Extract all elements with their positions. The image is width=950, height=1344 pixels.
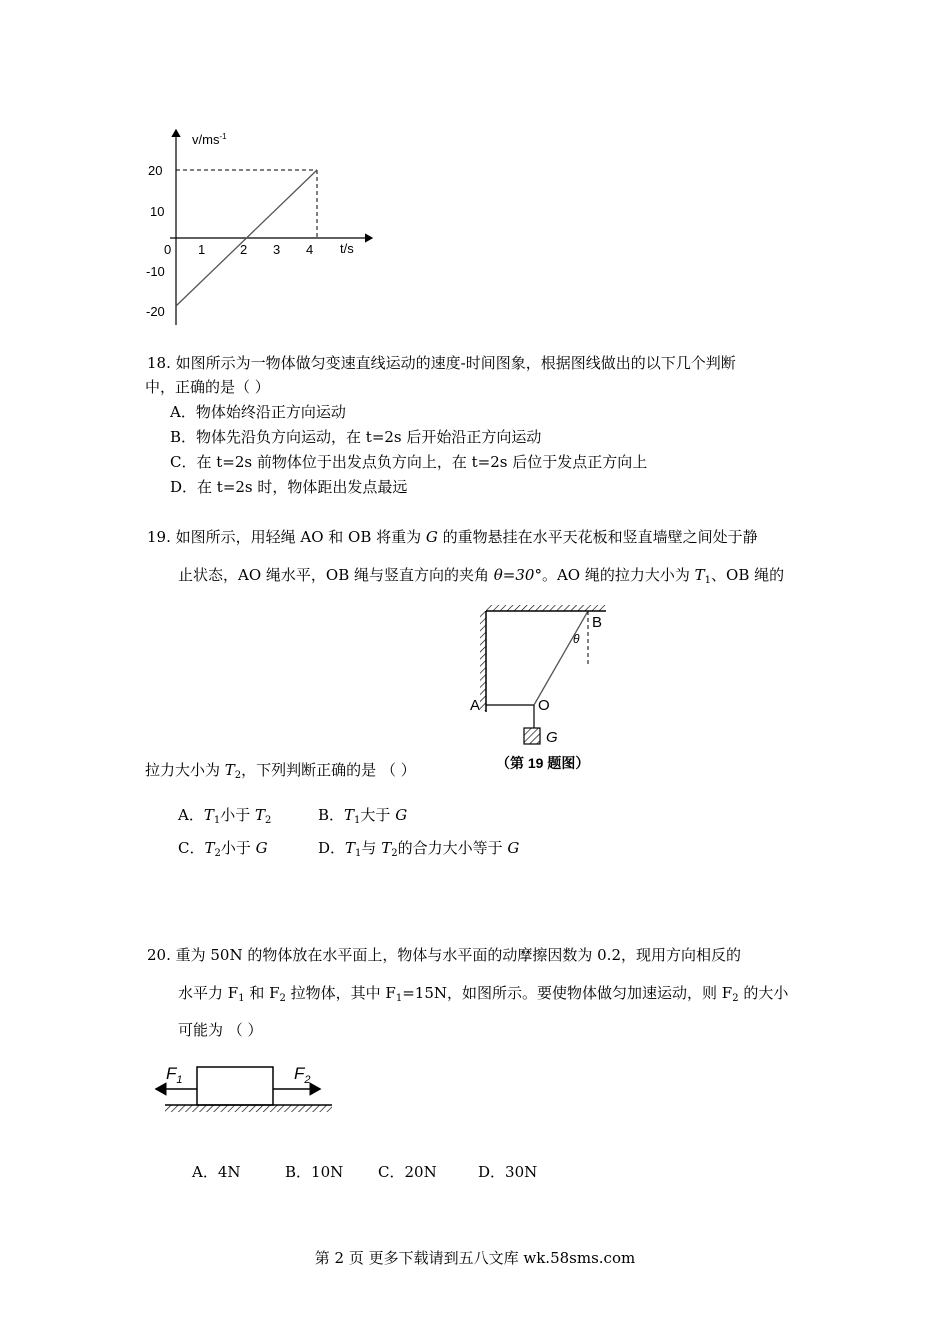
label-f2: $F_2$ xyxy=(294,1064,311,1086)
velocity-time-graph xyxy=(140,120,390,335)
q20-stem-line2: 水平力 $F_1$ 和 $F_2$ 拉物体，其中 $F_1=15N$，如图所示。要使物体做匀加速运动，则 $F_2$ 的大小 xyxy=(178,984,789,1004)
y-tick-20: 20 xyxy=(148,163,163,178)
q19-option-c: C．$T_2$小于 G xyxy=(178,839,268,859)
q19-stem-line1: 19. 如图所示，用轻绳 AO 和 OB 将重为 G 的重物悬挂在水平天花板和竖直墙壁之间处于静 xyxy=(147,528,758,546)
q18-option-b: B．物体先沿负方向运动，在 t=2s 后开始沿正方向运动 xyxy=(170,428,542,446)
q19-option-d: D．$T_1$与 $T_2$的合力大小等于 G xyxy=(318,839,520,859)
x-tick-3: 3 xyxy=(273,242,281,257)
q20-option-d: D．30N xyxy=(478,1163,538,1181)
weight-block xyxy=(524,728,540,744)
label-f1: $F_1$ xyxy=(166,1064,183,1086)
q20-option-c: C．20N xyxy=(378,1163,437,1181)
q19-figure xyxy=(468,600,628,785)
q18-stem-line2: 中，正确的是（ ） xyxy=(145,378,270,396)
q20-stem-line1: 20. 重为 50N 的物体放在水平面上，物体与水平面的动摩擦因数为 0.2，现用方向相反的 xyxy=(147,946,741,964)
q20-figure xyxy=(150,1055,340,1135)
y-tick-neg20: -20 xyxy=(146,304,165,319)
x-tick-2: 2 xyxy=(240,242,248,257)
q19-stem-line3: 拉力大小为 $T_2$，下列判断正确的是 （ ） xyxy=(145,761,416,781)
q18-option-c: C．在 t=2s 前物体位于出发点负方向上，在 t=2s 后位于发点正方向上 xyxy=(170,453,648,471)
label-o: O xyxy=(538,697,550,714)
label-b: B xyxy=(592,614,603,631)
ground-hatch xyxy=(165,1105,332,1112)
q18-option-d: D．在 t=2s 时，物体距出发点最远 xyxy=(170,478,408,496)
x-axis-label: t/s xyxy=(340,241,354,256)
label-g: G xyxy=(546,729,558,746)
q20-stem-line3: 可能为 （ ） xyxy=(178,1021,263,1039)
label-theta: θ xyxy=(573,632,580,646)
q20-option-a: A．4N xyxy=(192,1163,241,1181)
page-footer: 第 2 页 更多下载请到五八文库 wk.58sms.com xyxy=(314,1249,636,1267)
q20-option-b: B．10N xyxy=(285,1163,344,1181)
label-a: A xyxy=(470,697,481,714)
wall-hatch xyxy=(480,611,486,711)
q19-caption: （第 19 题图） xyxy=(496,755,590,771)
rope-ob xyxy=(534,611,588,705)
q19-stem-line2: 止状态，AO 绳水平，OB 绳与竖直方向的夹角 θ=30°。AO 绳的拉力大小为 $T_1$、OB 绳的 xyxy=(178,566,785,586)
y-axis-label: $v/ms^{-1}$ xyxy=(192,132,227,147)
x-tick-0: 0 xyxy=(164,242,172,257)
q19-option-a: A．$T_1$小于 $T_2$ xyxy=(178,806,272,826)
q18-option-a: A．物体始终沿正方向运动 xyxy=(170,403,346,421)
box xyxy=(197,1067,273,1105)
x-tick-1: 1 xyxy=(198,242,206,257)
y-tick-neg10: -10 xyxy=(146,264,165,279)
q19-option-b: B．$T_1$大于 G xyxy=(318,806,408,826)
x-tick-4: 4 xyxy=(306,242,314,257)
y-tick-10: 10 xyxy=(150,204,165,219)
q18-stem-line1: 18. 如图所示为一物体做匀变速直线运动的速度-时间图象，根据图线做出的以下几个判断 xyxy=(147,354,736,372)
ceiling-hatch xyxy=(486,605,606,611)
